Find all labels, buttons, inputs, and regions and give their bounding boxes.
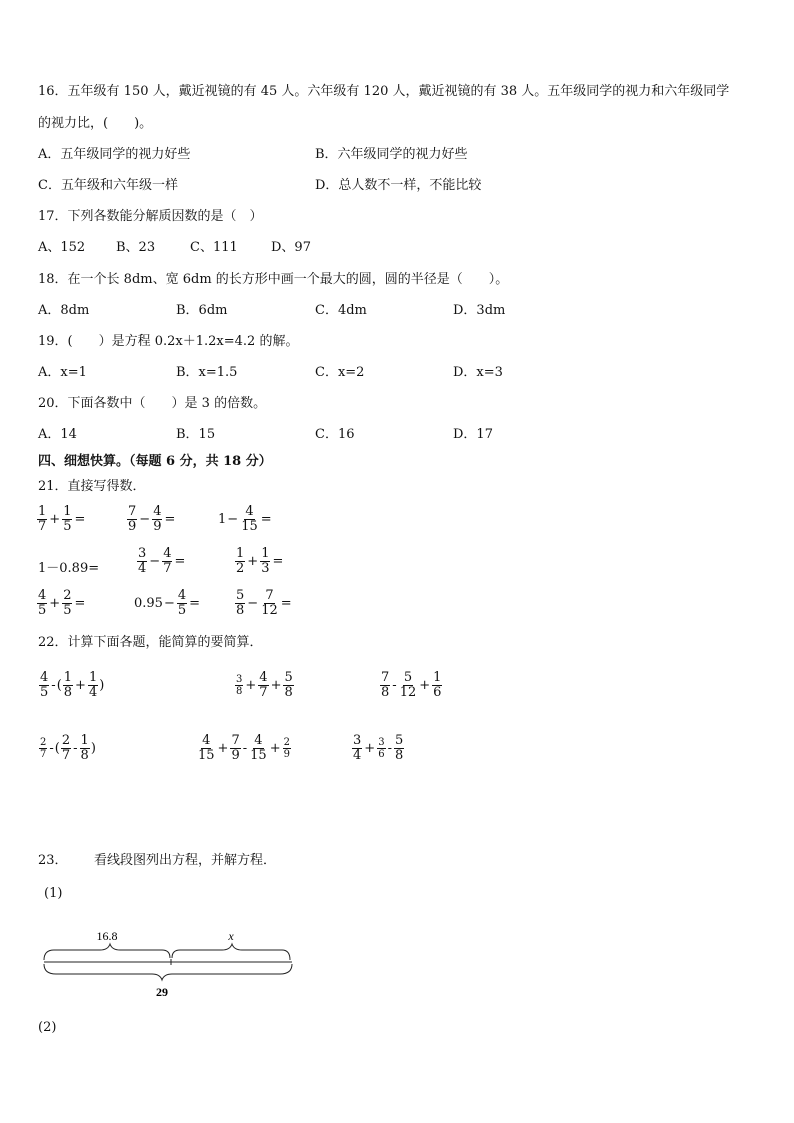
- q22-expr-6: $\frac{3}{4}$ + $\frac{3}{6}$ - $\frac{5}{8}$: [353, 733, 404, 763]
- diagram-left-label: 16.8: [96, 929, 118, 943]
- q19-option-b: B．x=1.5: [176, 365, 238, 380]
- q18-stem: 18．在一个长 8dm、宽 6dm 的长方形中画一个最大的圆，圆的半径是（ ）。: [38, 272, 509, 287]
- q23-number: 23．: [38, 853, 68, 868]
- diagram-right-label: x: [228, 929, 234, 943]
- q16-option-d: D．总人数不一样，不能比较: [315, 178, 482, 193]
- q20-stem: 20．下面各数中（ ）是 3 的倍数。: [38, 396, 267, 411]
- fraction: $\frac{2}{7}$: [61, 733, 71, 763]
- q18-option-b: B．6dm: [176, 303, 228, 318]
- q22-expr-3: $\frac{7}{8}$ - $\frac{5}{12}$ + $\frac{1}{6}$: [381, 670, 442, 700]
- q17-option-c: C、111: [190, 240, 238, 255]
- q21-expr-8: 0.95 − $\frac{4}{5}$ =: [134, 588, 201, 618]
- fraction: $\frac{3}{8}$: [236, 674, 243, 697]
- fraction: $\frac{5}{12}$: [399, 670, 417, 700]
- fraction: $\frac{4}{7}$: [259, 670, 268, 700]
- q18-option-d: D．3dm: [453, 303, 506, 318]
- q19-option-d: D．x=3: [453, 365, 503, 380]
- q19-stem: 19．( ）是方程 0.2x＋1.2x=4.2 的解。: [38, 334, 299, 349]
- fraction: $\frac{1}{8}$: [80, 733, 89, 763]
- q18-option-c: C．4dm: [315, 303, 367, 318]
- fraction: $\frac{2}{7}$: [40, 737, 47, 760]
- q21-expr-9: $\frac{5}{8}$ − $\frac{7}{12}$ =: [236, 588, 292, 618]
- q21-stem: 21．直接写得数．: [38, 479, 146, 494]
- q16-stem-line1: 16．五年级有 150 人，戴近视镜的有 45 人。六年级有 120 人，戴近视镜的有 38 人。五年级同学的视力和六年级同学: [38, 84, 730, 99]
- q22-expr-4: $\frac{2}{7}$ - ( $\frac{2}{7}$ - $\frac{1}{8}$ ): [40, 733, 96, 763]
- q19-option-a: A．x=1: [38, 365, 87, 380]
- q21-expr-7: $\frac{4}{5}$ + $\frac{2}{5}$ =: [38, 588, 86, 618]
- q22-stem: 22．计算下面各题，能简算的要简算．: [38, 635, 263, 650]
- fraction: $\frac{1}{5}$: [63, 504, 72, 534]
- fraction: $\frac{3}{6}$: [378, 737, 385, 760]
- q18-option-a: A．8dm: [38, 303, 90, 318]
- fraction: $\frac{4}{15}$: [241, 504, 258, 534]
- fraction: $\frac{1}{3}$: [261, 546, 270, 576]
- fraction: $\frac{4}{7}$: [163, 546, 172, 576]
- q21-expr-2: $\frac{7}{9}$ − $\frac{4}{9}$ =: [128, 504, 176, 534]
- q21-expr-1: $\frac{1}{7}$ + $\frac{1}{5}$ =: [38, 504, 86, 534]
- fraction: $\frac{1}{8}$: [63, 670, 73, 700]
- line-segment-diagram: [34, 922, 304, 1002]
- q21-expr-3: 1 − $\frac{4}{15}$ =: [218, 504, 272, 534]
- fraction: $\frac{7}{9}$: [128, 504, 137, 534]
- q21-expr-5: $\frac{3}{4}$ − $\frac{4}{7}$ =: [138, 546, 186, 576]
- fraction: $\frac{4}{5}$: [40, 670, 49, 700]
- fraction: $\frac{2}{9}$: [283, 737, 290, 760]
- q23-part-1-label: (1): [44, 886, 63, 901]
- q20-option-c: C．16: [315, 427, 355, 442]
- fraction: $\frac{4}{5}$: [177, 588, 187, 618]
- q20-option-a: A．14: [38, 427, 77, 442]
- fraction: $\frac{1}{2}$: [236, 546, 245, 576]
- top-right-brace: [172, 944, 290, 960]
- fraction: $\frac{5}{8}$: [236, 588, 245, 618]
- fraction: $\frac{1}{6}$: [433, 670, 442, 700]
- q22-expr-1: $\frac{4}{5}$ - ( $\frac{1}{8}$ + $\frac{1}{4}$ ): [40, 670, 105, 700]
- top-left-brace: [44, 944, 170, 960]
- bottom-brace: [44, 964, 292, 980]
- fraction: $\frac{7}{9}$: [231, 733, 240, 763]
- fraction: $\frac{5}{8}$: [284, 670, 293, 700]
- fraction: $\frac{3}{4}$: [138, 546, 147, 576]
- q16-option-b: B．六年级同学的视力好些: [315, 147, 468, 162]
- q21-expr-4: 1－0.89=: [38, 561, 100, 576]
- section-heading: 四、细想快算。（每题 6 分，共 18 分）: [38, 454, 272, 469]
- q21-expr-6: $\frac{1}{2}$ + $\frac{1}{3}$ =: [236, 546, 284, 576]
- q20-option-d: D．17: [453, 427, 493, 442]
- fraction: $\frac{7}{12}$: [261, 588, 278, 618]
- fraction: $\frac{1}{7}$: [38, 504, 47, 534]
- fraction: $\frac{4}{5}$: [38, 588, 47, 618]
- fraction: $\frac{3}{4}$: [353, 733, 362, 763]
- fraction: $\frac{4}{15}$: [198, 733, 215, 763]
- q22-expr-2: $\frac{3}{8}$ + $\frac{4}{7}$ + $\frac{5}{8}$: [236, 670, 293, 700]
- q16-option-a: A．五年级同学的视力好些: [38, 147, 191, 162]
- q19-option-c: C．x=2: [315, 365, 365, 380]
- q16-stem-line2: 的视力比，( )。: [38, 116, 153, 131]
- fraction: $\frac{1}{4}$: [88, 670, 98, 700]
- q17-option-d: D、97: [271, 240, 311, 255]
- fraction: $\frac{7}{8}$: [381, 670, 390, 700]
- q16-option-c: C．五年级和六年级一样: [38, 178, 178, 193]
- q17-option-b: B、23: [116, 240, 156, 255]
- fraction: $\frac{5}{8}$: [394, 733, 404, 763]
- q17-stem: 17．下列各数能分解质因数的是（ ）: [38, 209, 263, 224]
- q22-expr-5: $\frac{4}{15}$ + $\frac{7}{9}$ - $\frac{4}{15}$ + $\frac{2}{9}$: [198, 733, 290, 763]
- q17-option-a: A、152: [38, 240, 86, 255]
- q23-stem: 看线段图列出方程，并解方程．: [94, 853, 277, 868]
- fraction: $\frac{4}{15}$: [250, 733, 267, 763]
- fraction: $\frac{2}{5}$: [63, 588, 72, 618]
- q20-option-b: B．15: [176, 427, 216, 442]
- q23-part-2-label: (2): [38, 1020, 57, 1035]
- fraction: $\frac{4}{9}$: [153, 504, 162, 534]
- diagram-total-label: 29: [156, 985, 168, 999]
